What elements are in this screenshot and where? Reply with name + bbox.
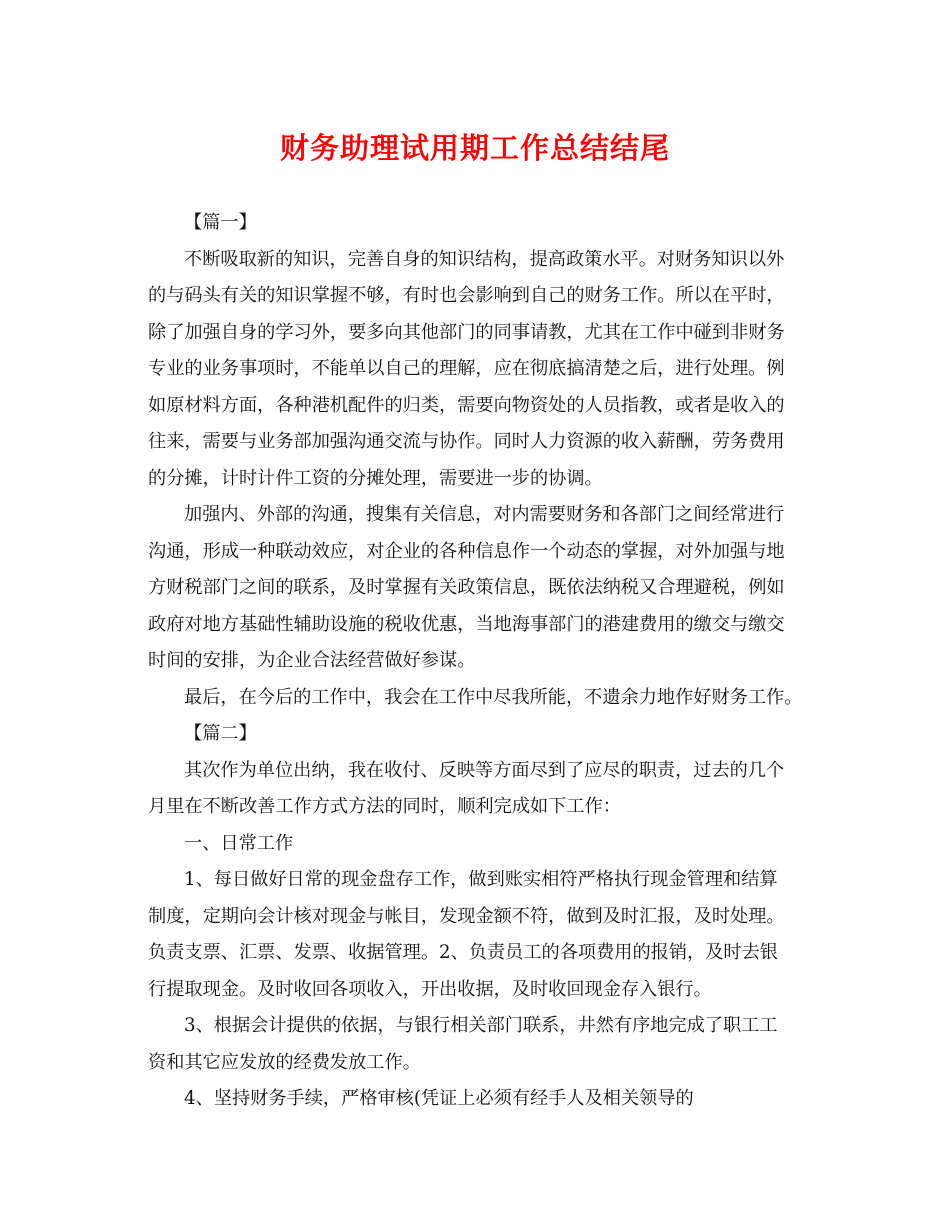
document-title: 财务助理试用期工作总结结尾 (279, 131, 670, 165)
text-line: 如原材料方面，各种港机配件的归类，需要向物资处的人员指教，或者是收入的 (148, 394, 785, 416)
text-line: 月里在不断改善工作方式方法的同时，顺利完成如下工作： (148, 796, 621, 817)
text-line: 沟通，形成一种联动效应，对企业的各种信息作一个动态的掌握，对外加强与地 (148, 540, 785, 562)
text-line: 最后，在今后的工作中，我会在工作中尽我所能，不遗余力地作好财务工作。 (184, 686, 803, 708)
text-line: 负责支票、汇票、发票、收据管理。2、负责员工的各项费用的报销，及时去银 (148, 942, 778, 963)
document-body (148, 205, 808, 1118)
text-line: 3、根据会计提供的依据，与银行相关部门联系，井然有序地完成了职工工 (184, 1015, 778, 1036)
text-line: 政府对地方基础性辅助设施的税收优惠，当地海事部门的港建费用的缴交与缴交 (148, 613, 785, 635)
text-line: 1、每日做好日常的现金盘存工作，做到账实相符严格执行现金管理和结算 (184, 869, 778, 890)
text-line: 【篇一】 (184, 212, 257, 233)
text-line: 其次作为单位出纳，我在收付、反映等方面尽到了应尽的职责，过去的几个 (184, 759, 785, 781)
text-line: 往来，需要与业务部加强沟通交流与协作。同时人力资源的收入薪酬，劳务费用 (148, 431, 785, 452)
text-line: 不断吸取新的知识，完善自身的知识结构，提高政策水平。对财务知识以外 (184, 248, 785, 270)
text-line: 的分摊，计时计件工资的分摊处理，需要进一步的协调。 (148, 467, 603, 489)
text-line: 除了加强自身的学习外，要多向其他部门的同事请教，尤其在工作中碰到非财务 (148, 321, 785, 343)
text-line: 资和其它应发放的经费发放工作。 (148, 1051, 421, 1073)
text-line: 一、日常工作 (184, 832, 294, 854)
text-line: 方财税部门之间的联系，及时掌握有关政策信息，既依法纳税又合理避税，例如 (148, 577, 785, 598)
text-line: 加强内、外部的沟通，搜集有关信息，对内需要财务和各部门之间经常进行 (184, 504, 785, 525)
text-line: 时间的安排，为企业合法经营做好参谋。 (148, 650, 476, 671)
text-line: 【篇二】 (184, 723, 257, 744)
text-line: 制度，定期向会计核对现金与帐目，发现金额不符，做到及时汇报，及时处理。 (148, 905, 785, 927)
text-line: 行提取现金。及时收回各项收入，开出收据，及时收回现金存入银行。 (148, 978, 712, 1000)
text-line: 专业的业务事项时，不能单以自己的理解，应在彻底搞清楚之后，进行处理。例 (148, 358, 785, 379)
text-line: 4、坚持财务手续，严格审核(凭证上必须有经手人及相关领导的 (184, 1088, 694, 1109)
text-line: 的与码头有关的知识掌握不够，有时也会影响到自己的财务工作。所以在平时， (148, 285, 785, 306)
